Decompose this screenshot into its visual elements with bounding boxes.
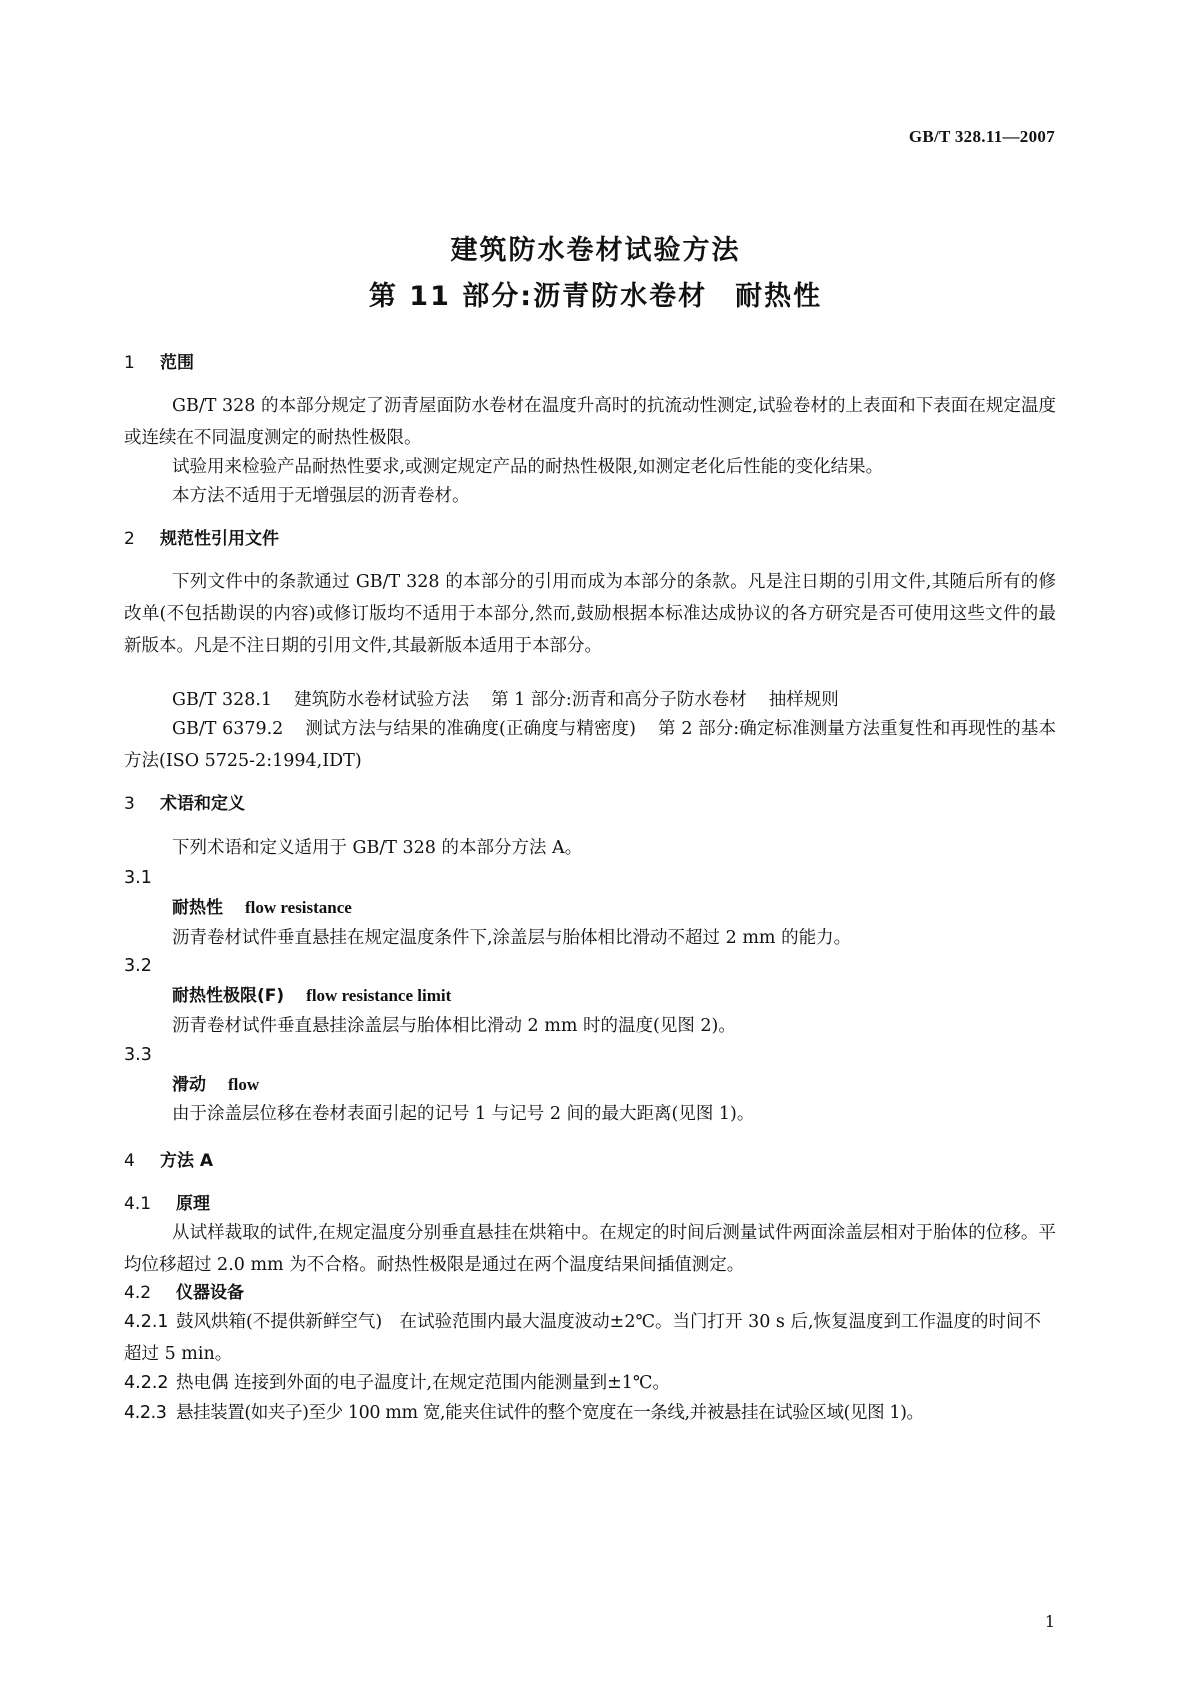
term-3-2-number: 3.2: [124, 956, 152, 976]
subsection-4-1-heading: 4.1 原理: [124, 1194, 210, 1214]
title-property: 耐热性: [735, 281, 823, 312]
term-3-1-number: 3.1: [124, 868, 152, 888]
term-3-2-definition: 沥青卷材试件垂直悬挂涂盖层与胎体相比滑动 2 mm 时的温度(见图 2)。: [172, 1016, 736, 1036]
term-3-3-number: 3.3: [124, 1045, 152, 1065]
document-title-line-1: 建筑防水卷材试验方法: [450, 235, 741, 266]
term-3-2-name: 耐热性极限(F) flow resistance limit: [172, 986, 452, 1006]
term-3-3-name: 滑动 flow: [172, 1075, 260, 1095]
subsection-4-2-heading: 4.2 仪器设备: [124, 1283, 244, 1303]
section-2-heading: 2 规范性引用文件: [124, 529, 279, 549]
clause-4-2-1: 4.2.1 鼓风烘箱(不提供新鲜空气) 在试验范围内最大温度波动±2℃。当门打开 30 s 后,恢复温度到工作温度的时间不超过 5 min。: [124, 1312, 1042, 1364]
section-1-heading: 1 范围: [124, 353, 194, 373]
standard-code: GB/T 328.11—2007: [908, 127, 1055, 146]
normative-reference-2: GB/T 6379.2 测试方法与结果的准确度(正确度与精密度) 第 2 部分:确定标准测量方法重复性和再现性的基本方法(ISO 5725-2:1994,IDT): [124, 719, 1056, 771]
term-3-1-definition: 沥青卷材试件垂直悬挂在规定温度条件下,涂盖层与胎体相比滑动不超过 2 mm 的能力。: [172, 928, 852, 948]
section-1-paragraph-1: GB/T 328 的本部分规定了沥青屋面防水卷材在温度升高时的抗流动性测定,试验卷材的上表面和下表面在规定温度或连续在不同温度测定的耐热性极限。: [124, 396, 1056, 448]
document-title-line-2: [0, 274, 1191, 313]
term-3-1-name: 耐热性 flow resistance: [172, 898, 352, 918]
section-2-paragraph-1: 下列文件中的条款通过 GB/T 328 的本部分的引用而成为本部分的条款。凡是注日期的引用文件,其随后所有的修改单(不包括勘误的内容)或修订版均不适用于本部分,然而,鼓励根据本标准达成协议的各方研究是否可使用这些文件的最新版本。凡是不注日期的引用文件,其最新版本适用于本部分。: [124, 572, 1056, 656]
normative-reference-1: GB/T 328.1 建筑防水卷材试验方法 第 1 部分:沥青和高分子防水卷材 抽样规则: [172, 690, 839, 710]
section-4-heading: 4 方法 A: [124, 1151, 214, 1171]
page-number: 1: [1044, 1612, 1055, 1631]
section-3-intro: 下列术语和定义适用于 GB/T 328 的本部分方法 A。: [172, 838, 583, 858]
clause-4-2-2: 4.2.2 热电偶 连接到外面的电子温度计,在规定范围内能测量到±1℃。: [124, 1373, 670, 1393]
term-3-3-definition: 由于涂盖层位移在卷材表面引起的记号 1 与记号 2 间的最大距离(见图 1)。: [172, 1104, 755, 1124]
section-3-heading: 3 术语和定义: [124, 794, 245, 814]
clause-4-2-3: 4.2.3 悬挂装置(如夹子)至少 100 mm 宽,能夹住试件的整个宽度在一条线,并被悬挂在试验区域(见图 1)。: [124, 1403, 924, 1423]
title-part: 第 11 部分:沥青防水卷材: [368, 281, 708, 312]
section-1-paragraph-3: 本方法不适用于无增强层的沥青卷材。: [172, 486, 470, 506]
subsection-4-1-paragraph: 从试样裁取的试件,在规定温度分别垂直悬挂在烘箱中。在规定的时间后测量试件两面涂盖层相对于胎体的位移。平均位移超过 2.0 mm 为不合格。耐热性极限是通过在两个温度结果间插值测定。: [124, 1223, 1056, 1275]
section-1-paragraph-2: 试验用来检验产品耐热性要求,或测定规定产品的耐热性极限,如测定老化后性能的变化结果。: [172, 457, 884, 477]
